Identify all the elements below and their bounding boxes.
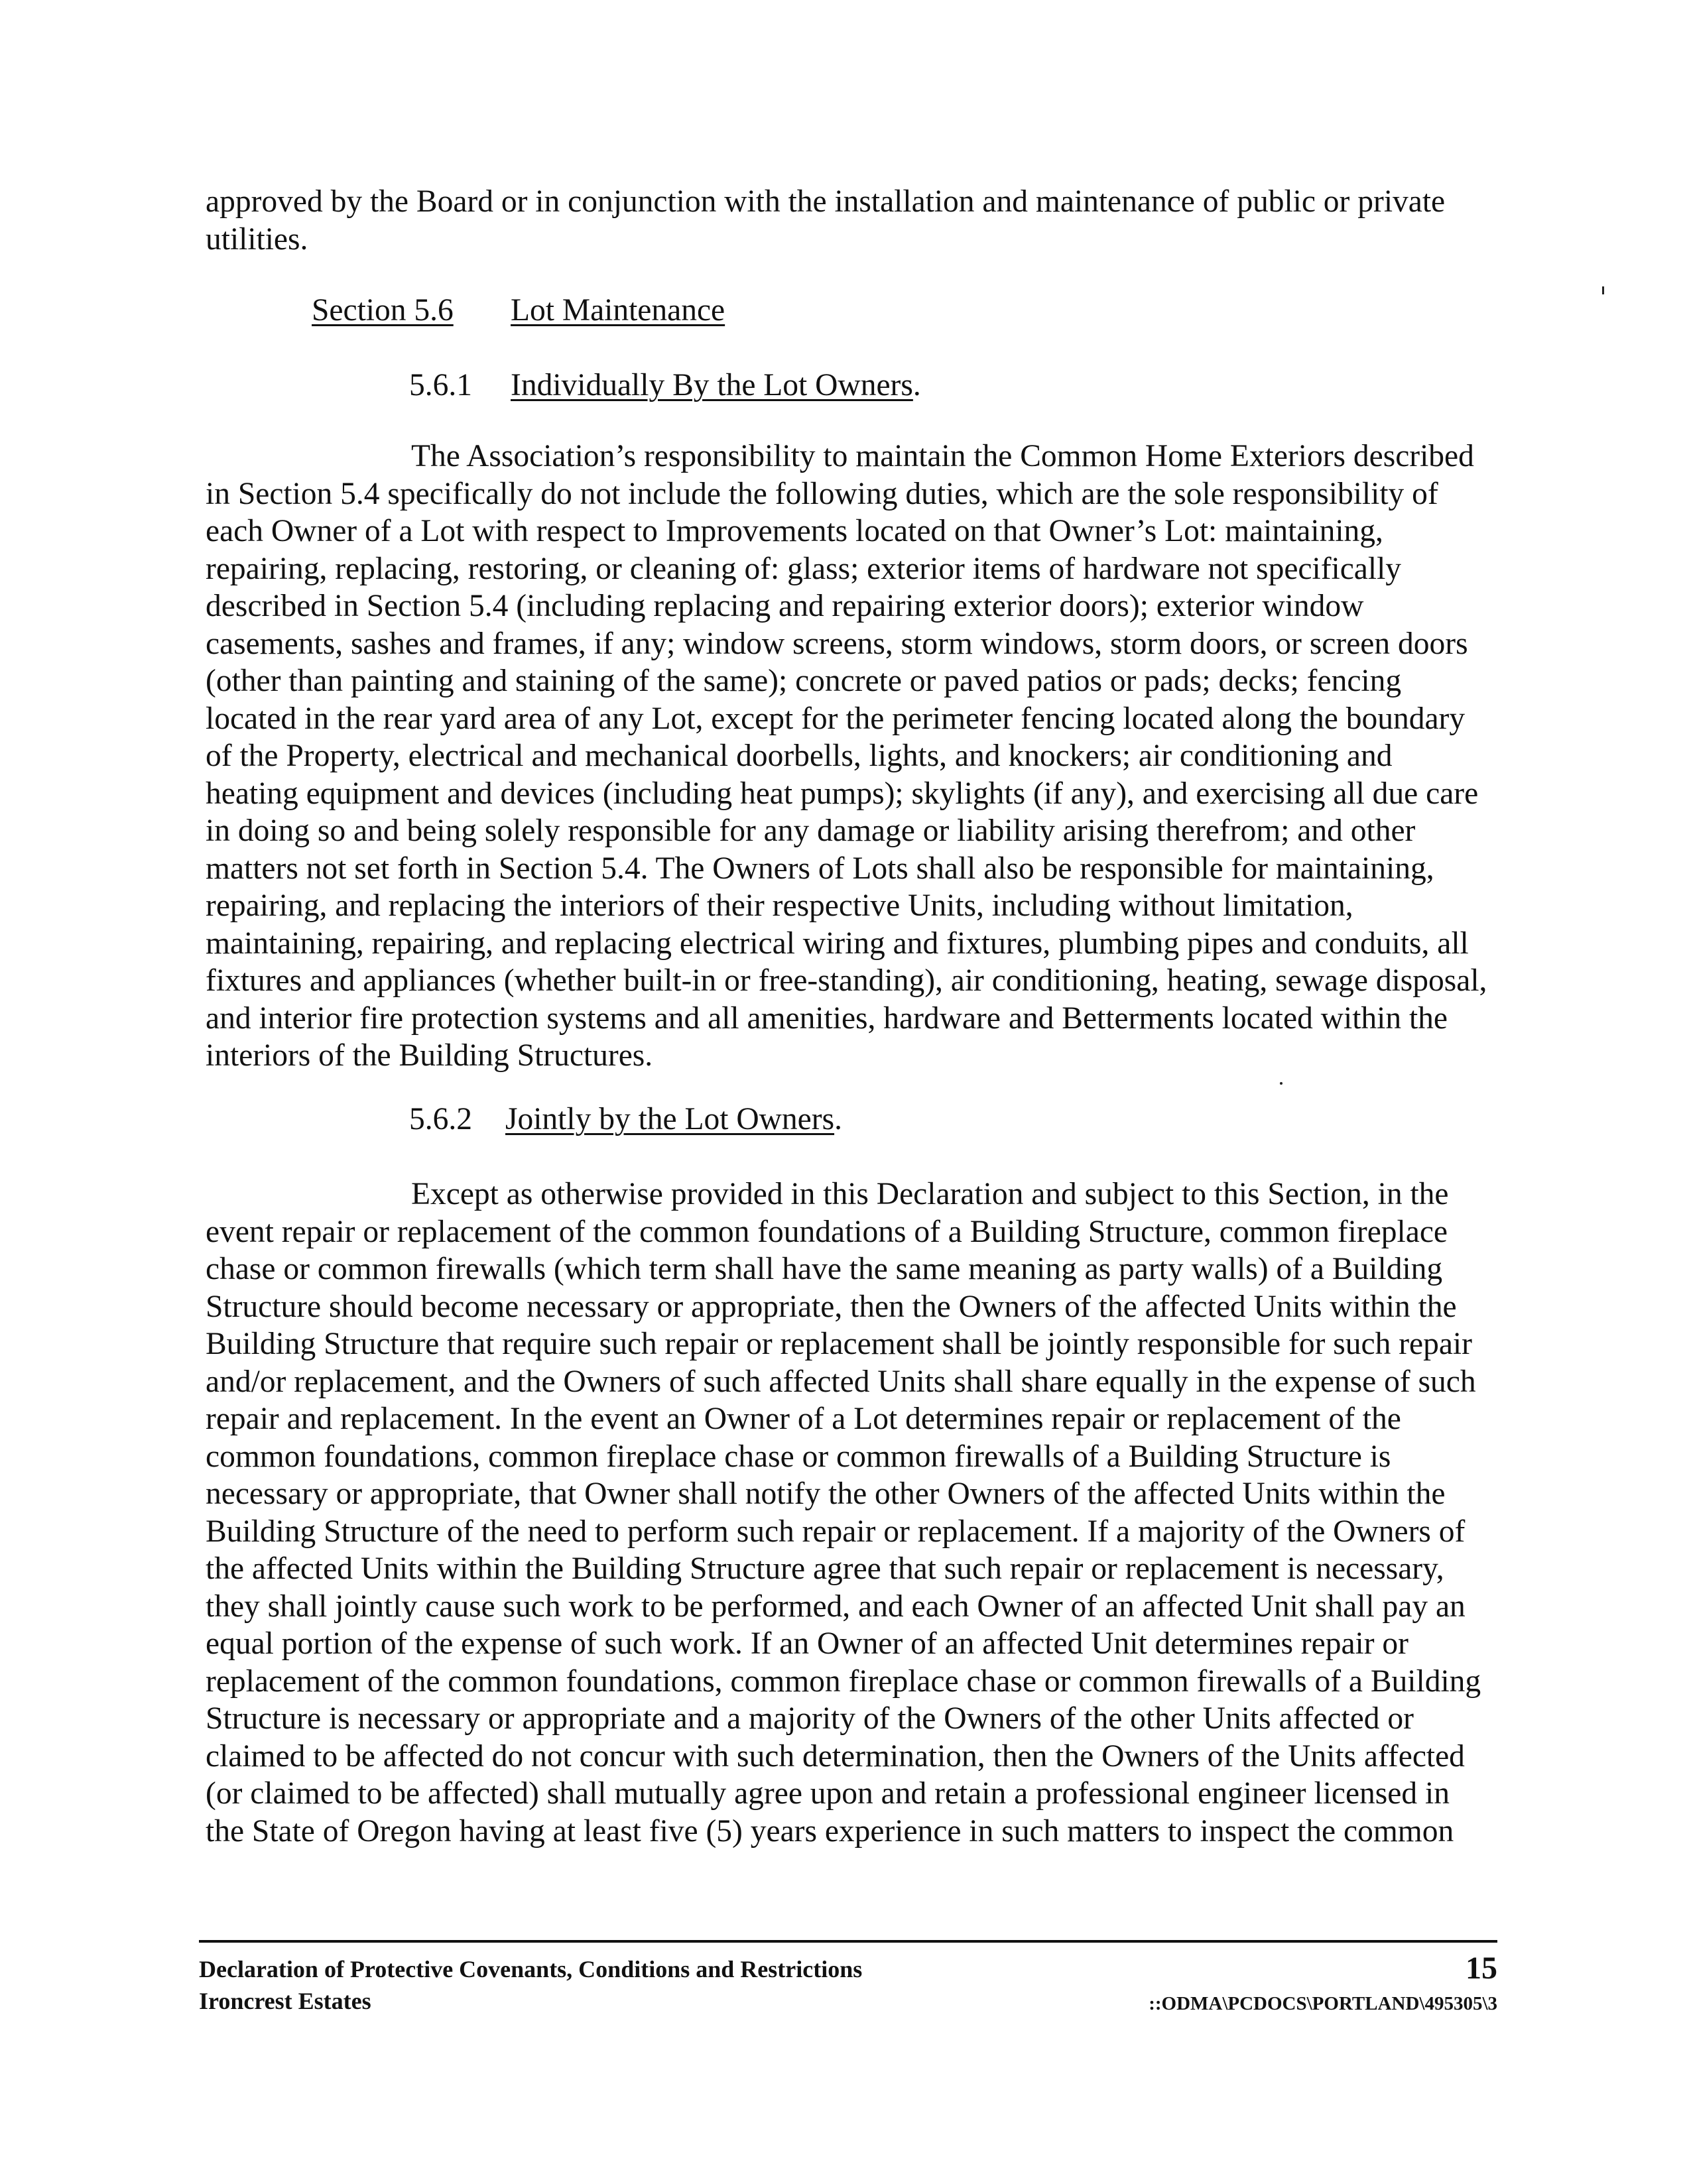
section-title: Lot Maintenance <box>511 293 725 328</box>
footer-project-name: Ironcrest Estates <box>199 1988 371 2014</box>
footer-page-number: 15 <box>1466 1951 1497 1986</box>
subsection-5-6-2-body: Except as otherwise provided in this Declaration and subject to this Section, in the event repair or replacement of the common foundations of a Building Structure, common fireplace chase or common firewalls (which term shall have the same meaning as party walls) of a Building Structure should become necessary or appropriate, then the Owners of the affected Units within the Building Structure that require such repair or replacement shall be jointly responsible for such repair and/or replacement, and the Owners of such affected Units shall share equally in the expense of such repair and replacement. In the event an Owner of a Lot determines repair or replacement of the common foundations, common fireplace chase or common firewalls of a Building Structure is necessary or appropriate, that Owner shall notify the other Owners of the affected Units within the Building Structure of the need to perform such repair or replacement. If a majority of the Owners of the affected Units within the Building Structure agree that such repair or replacement is necessary, they shall jointly cause such work to be performed, and each Owner of an affected Unit shall pay an equal portion of the expense of such work. If an Owner of an affected Unit determines repair or replacement of the common foundations, common fireplace chase or common firewalls of a Building Structure is necessary or appropriate and a majority of the Owners of the other Units affected or claimed to be affected do not concur with such determination, then the Owners of the Units affected (or claimed to be affected) shall mutually agree upon and retain a professional engineer licensed in the State of Oregon having at least five (5) years experience in such matters to inspect the common <box>206 1177 1481 1849</box>
subsection-title: Jointly by the Lot Owners <box>505 1102 835 1136</box>
section-number: Section 5.6 <box>312 293 454 328</box>
subsection-title: Individually By the Lot Owners <box>511 368 913 402</box>
footer-divider <box>199 1940 1497 1943</box>
subsection-5-6-1-body: The Association’s responsibility to maintain the Common Home Exteriors described in Section 5.4 specifically do not include the following duties, which are the sole responsibility of each Owner of a Lot with respect to Improvements located on that Owner’s Lot: maintaining, repairing, replacing, restoring, or cleaning of: glass; exterior items of hardware not specifically described in Section 5.4 (including replacing and repairing exterior doors); exterior window casements, sashes and frames, if any; window screens, storm windows, storm doors, or screen doors (other than painting and staining of the same); concrete or paved patios or pads; decks; fencing located in the rear yard area of any Lot, except for the perimeter fencing located along the boundary of the Property, electrical and mechanical doorbells, lights, and knockers; air conditioning and heating equipment and devices (including heat pumps); skylights (if any), and exercising all due care in doing so and being solely responsible for any damage or liability arising therefrom; and other matters not set forth in Section 5.4. The Owners of Lots shall also be responsible for maintaining, repairing, and replacing the interiors of their respective Units, including without limitation, maintaining, repairing, and replacing electrical wiring and fixtures, plumbing pipes and conduits, all fixtures and appliances (whether built-in or free-standing), air conditioning, heating, sewage disposal, and interior fire protection systems and all amenities, hardware and Betterments located within the interiors of the Building Structures. <box>206 439 1487 1073</box>
footer-document-title: Declaration of Protective Covenants, Conditions and Restrictions <box>199 1956 863 1982</box>
subsection-title-period: . <box>912 368 921 402</box>
subsection-number: 5.6.2 <box>409 1102 472 1136</box>
intro-paragraph: approved by the Board or in conjunction with the installation and maintenance of public or private utilities. <box>206 184 1446 257</box>
scan-artifact-mark <box>1602 286 1604 294</box>
subsection-5-6-1-heading <box>409 367 1006 404</box>
subsection-5-6-2-heading <box>409 1101 1006 1138</box>
footer-doc-reference: ::ODMA\PCDOCS\PORTLAND\495305\3 <box>1149 1993 1497 2014</box>
subsection-title-period: . <box>834 1102 842 1136</box>
section-5-6-heading <box>312 292 776 329</box>
subsection-number: 5.6.1 <box>409 368 472 402</box>
scan-artifact-dot <box>1280 1082 1282 1085</box>
